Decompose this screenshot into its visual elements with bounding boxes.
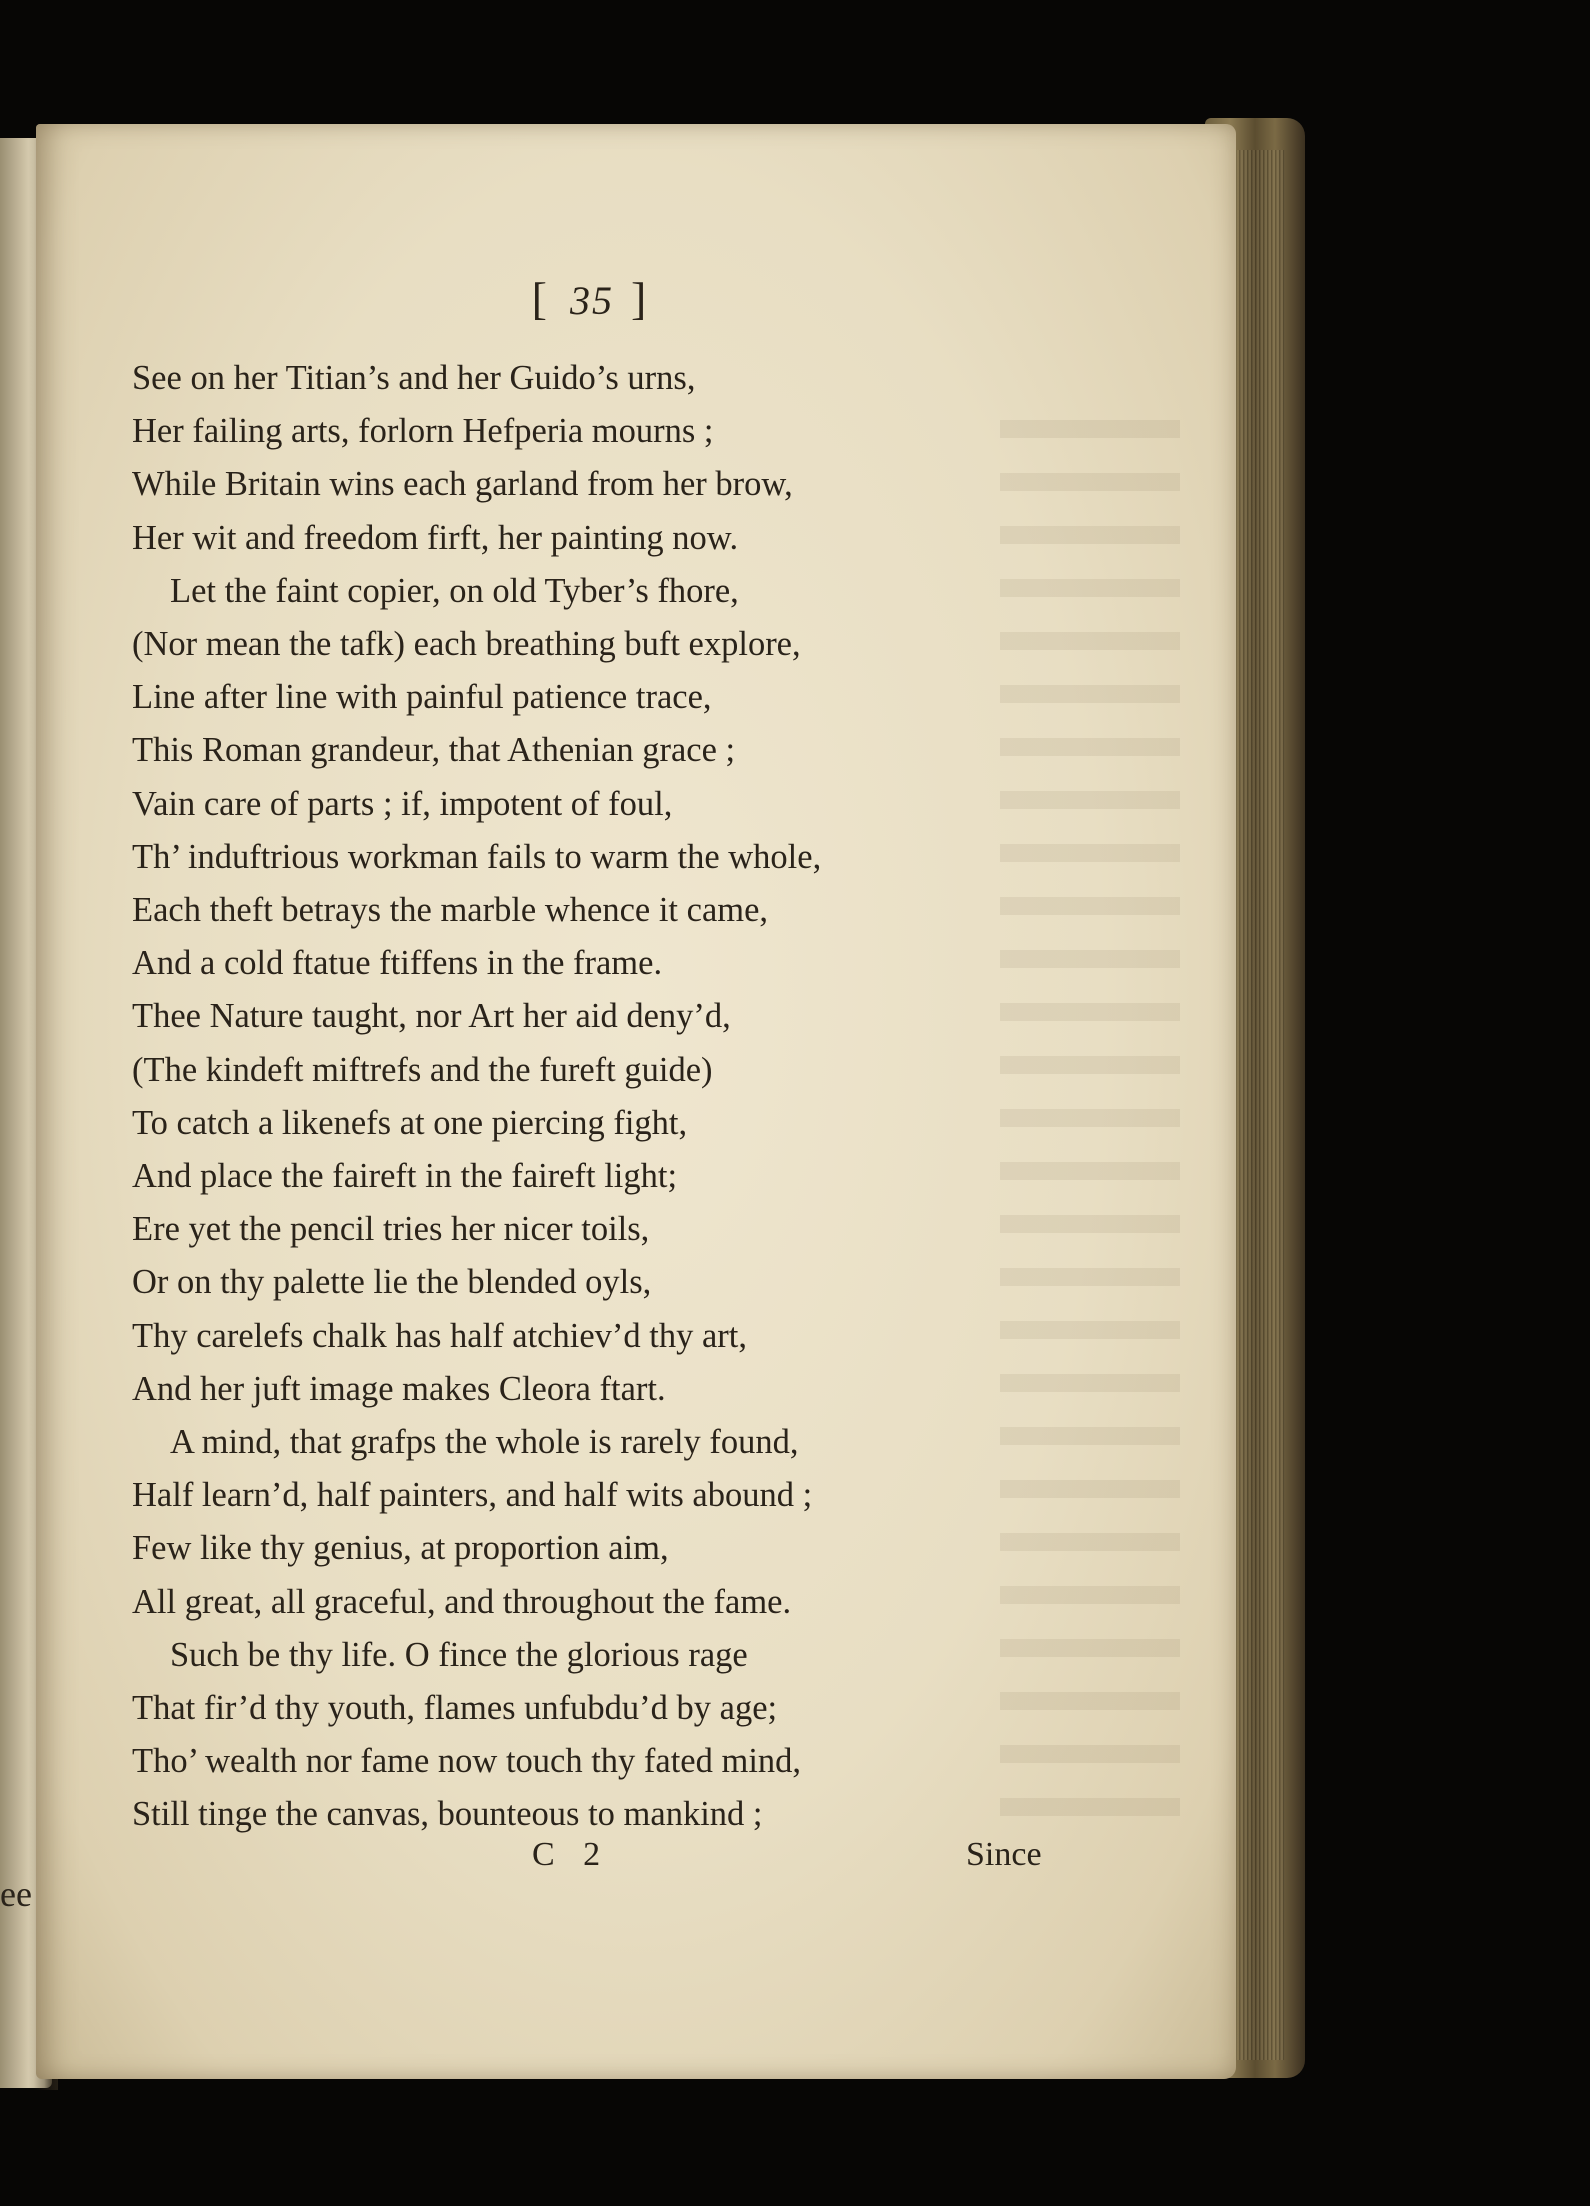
header-bracket-right: ]	[631, 273, 653, 324]
poem-line: Each theft betrays the marble whence it came,	[132, 891, 769, 930]
page-number: 35	[570, 278, 614, 323]
catchword: Since	[966, 1836, 1042, 1873]
poem-line: While Britain wins each garland from her brow,	[132, 465, 793, 504]
poem-line: To catch a likenefs at one piercing fight,	[132, 1103, 688, 1142]
poem-line: And a cold ftatue ftiffens in the frame.	[132, 944, 663, 983]
poem-line: Such be thy life. O fince the glorious rage	[170, 1635, 748, 1674]
poem-line: Thy carelefs chalk has half atchiev’d thy art,	[132, 1316, 747, 1355]
poem-line: Let the faint copier, on old Tyber’s fhore,	[170, 571, 739, 610]
page-header	[512, 272, 672, 325]
poem-line: And place the faireft in the faireft light;	[132, 1157, 678, 1196]
poem-line: (The kindeft miftrefs and the fureft guide)	[132, 1050, 713, 1089]
poem-line: See on her Titian’s and her Guido’s urns,	[132, 359, 696, 397]
poem-line: Ere yet the pencil tries her nicer toils,	[132, 1210, 650, 1249]
poem-line: This Roman grandeur, that Athenian grace ;	[132, 731, 736, 770]
poem-line: Thee Nature taught, nor Art her aid deny’d,	[132, 997, 731, 1036]
header-bracket-left: [	[531, 273, 553, 324]
poem-line: And her juft image makes Cleora ftart.	[132, 1369, 666, 1408]
poem-line: Or on thy palette lie the blended oyls,	[132, 1263, 652, 1302]
poem-line: All great, all graceful, and throughout the fame.	[132, 1582, 792, 1621]
poem-line: Few like thy genius, at proportion aim,	[132, 1529, 669, 1568]
poem-line: Vain care of parts ; if, impotent of foul,	[132, 784, 673, 823]
poem-line: Still tinge the canvas, bounteous to mankind ;	[132, 1795, 763, 1834]
poem-line: Th’ induftrious workman fails to warm the whole,	[132, 837, 822, 876]
poem-line: (Nor mean the tafk) each breathing buft explore,	[132, 625, 801, 664]
poem-line: Tho’ wealth nor fame now touch thy fated mind,	[132, 1742, 802, 1781]
poem-line: Her wit and freedom firft, her painting now.	[132, 518, 739, 557]
poem-line: A mind, that grafps the whole is rarely found,	[170, 1423, 799, 1462]
poem-line: Line after line with painful patience trace,	[132, 678, 712, 717]
poem-body	[132, 352, 1032, 1842]
poem-line: Her failing arts, forlorn Hefperia mourns ;	[132, 412, 714, 451]
signature-mark: C 2	[532, 1836, 611, 1873]
facing-page-text-fragment: ee	[0, 1874, 32, 1914]
poem-line: That fir’d thy youth, flames unfubdu’d by age;	[132, 1689, 778, 1728]
poem-line: Half learn’d, half painters, and half wits abound ;	[132, 1476, 813, 1515]
